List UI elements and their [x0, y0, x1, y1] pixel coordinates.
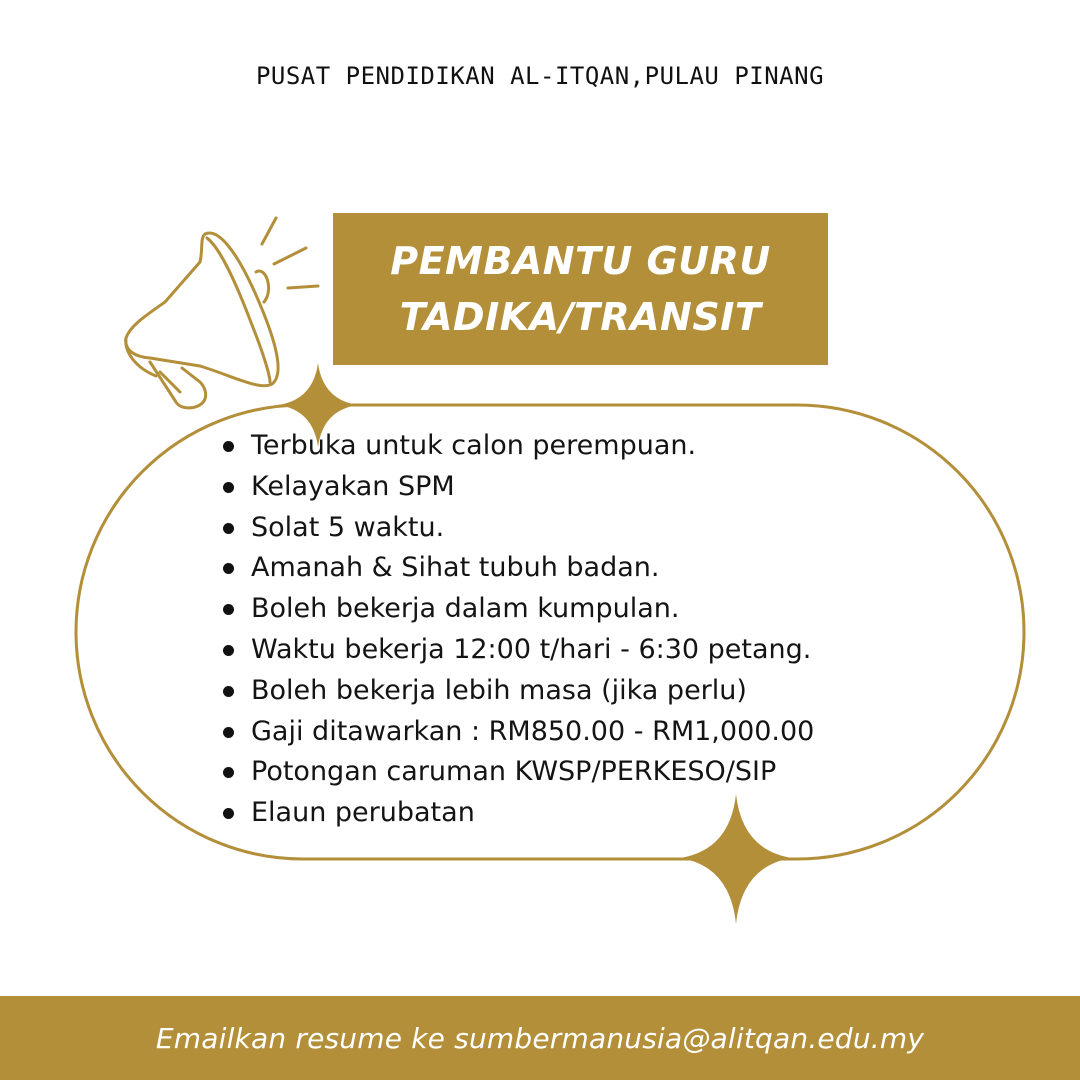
- list-item: [220, 712, 814, 753]
- job-title-line-2: TADIKA/TRANSIT: [399, 295, 762, 339]
- list-item-text: Elaun perubatan: [251, 797, 475, 829]
- bullet-icon: [223, 686, 234, 697]
- bullet-icon: [223, 563, 234, 574]
- megaphone-icon: [126, 218, 318, 408]
- list-item-text: Waktu bekerja 12:00 t/hari - 6:30 petang.: [251, 633, 812, 665]
- bullet-icon: [223, 645, 234, 656]
- list-item: [220, 508, 814, 549]
- list-item: [220, 589, 814, 630]
- org-name: PUSAT PENDIDIKAN AL-ITQAN,PULAU PINANG: [255, 62, 825, 90]
- job-title-line-1: PEMBANTU GURU: [390, 239, 771, 283]
- list-item-text: Solat 5 waktu.: [251, 511, 445, 543]
- bullet-icon: [223, 727, 234, 738]
- list-item: [220, 548, 814, 589]
- list-item: [220, 793, 814, 834]
- list-item-text: Amanah & Sihat tubuh badan.: [251, 552, 660, 584]
- bullet-icon: [223, 523, 234, 534]
- footer-banner: [0, 996, 1080, 1080]
- list-item-text: Gaji ditawarkan : RM850.00 - RM1,000.00: [251, 715, 815, 747]
- list-item-text: Terbuka untuk calon perempuan.: [251, 430, 697, 461]
- list-item: [220, 630, 814, 671]
- list-item: [220, 426, 814, 467]
- bullet-icon: [223, 767, 234, 778]
- list-item: [220, 671, 814, 712]
- list-item: [220, 752, 814, 793]
- requirements-list: [220, 426, 814, 834]
- list-item-text: Boleh bekerja lebih masa (jika perlu): [251, 674, 747, 706]
- job-title: [390, 233, 770, 345]
- list-item: [220, 467, 814, 508]
- list-item-text: Boleh bekerja dalam kumpulan.: [251, 593, 680, 625]
- bullet-icon: [223, 808, 234, 819]
- footer-email-text: Emailkan resume ke sumbermanusia@alitqan.edu.my: [155, 1021, 925, 1055]
- bullet-icon: [223, 441, 234, 452]
- list-item-text: Potongan caruman KWSP/PERKESO/SIP: [251, 756, 777, 788]
- list-item-text: Kelayakan SPM: [251, 470, 455, 502]
- bullet-icon: [223, 482, 234, 493]
- bullet-icon: [223, 604, 234, 615]
- job-title-banner: [333, 213, 828, 365]
